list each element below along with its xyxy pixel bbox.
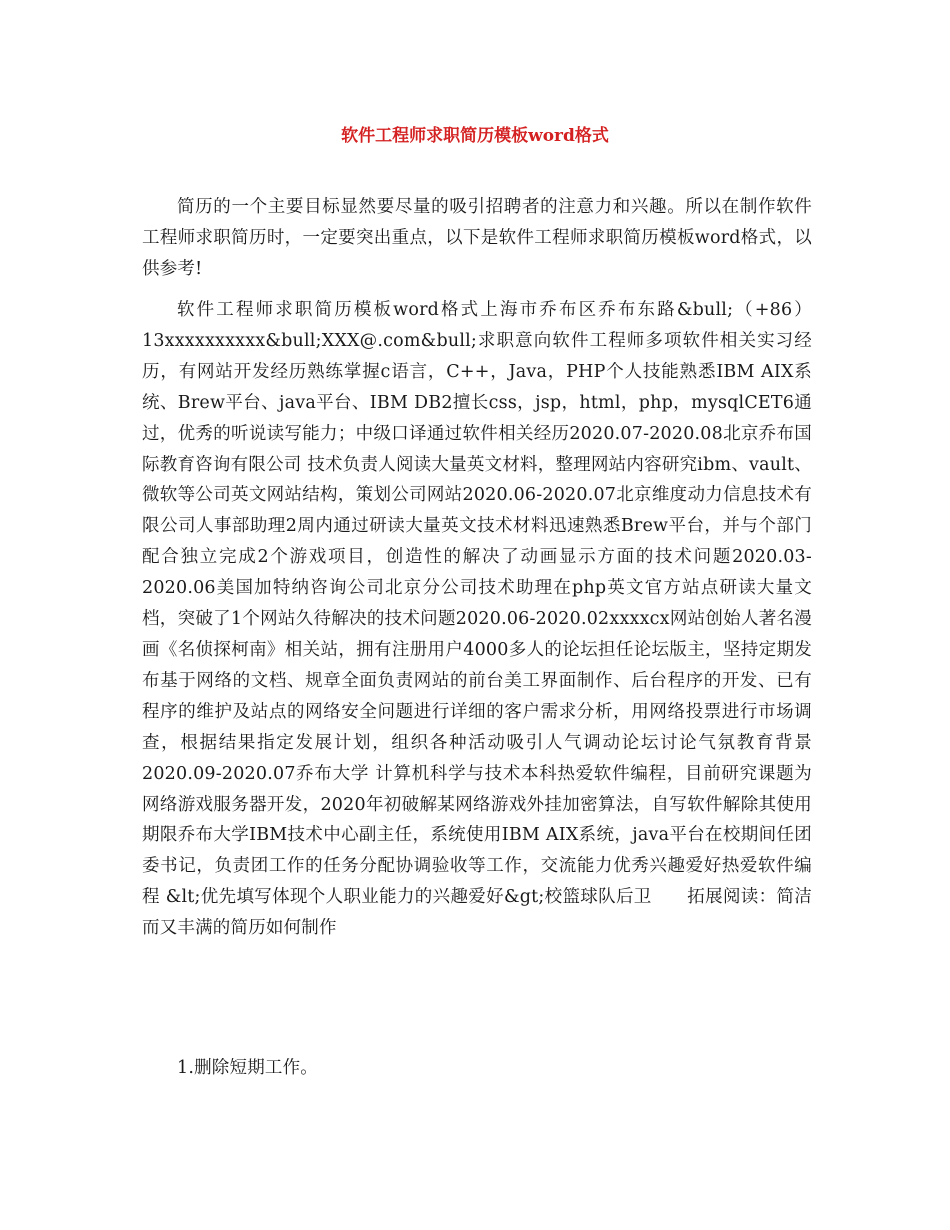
tip-paragraph: 1.删除短期工作。 <box>177 1058 318 1078</box>
document-title: 软件工程师求职简历模板word格式 <box>341 126 609 146</box>
resume-body-paragraph: 软件工程师求职简历模板word格式上海市乔布区乔布东路&bull;（+86）13xxxxxxxxxx&bull;XXX@.com&bull;求职意向软件工程师多项软件相关实习经历，有网站开发经历熟练掌握c语言，C++，Java，PHP个人技能熟悉IBM AIX系统、Brew平台、java平台、IBM DB2擅长css，jsp，html，php，mysqlCET6通过，优秀的听说读写能力；中级口译通过软件相关经历2020.07-2020.08北京乔布国际教育咨询有限公司 技术负责人阅读大量英文材料，整理网站内容研究ibm、vault、微软等公司英文网站结构，策划公司网站2020.06-2020.07北京维度动力信息技术有限公司人事部助理2周内通过研读大量英文技术材料迅速熟悉Brew平台，并与个部门配合独立完成2个游戏项目，创造性的解决了动画显示方面的技术问题2020.03-2020.06美国加特纳咨询公司北京分公司技术助理在php英文官方站点研读大量文档，突破了1个网站久待解决的技术问题2020.06-2020.02xxxxcx网站创始人著名漫画《名侦探柯南》相关站，拥有注册用户4000多人的论坛担任论坛版主，坚持定期发布基于网络的文档、规章全面负责网站的前台美工界面制作、后台程序的开发、已有程序的维护及站点的网络安全问题进行详细的客户需求分析，用网络投票进行市场调查，根据结果指定发展计划，组织各种活动吸引人气调动论坛讨论气氛教育背景2020.09-2020.07乔布大学 计算机科学与技术本科热爱软件编程，目前研究课题为网络游戏服务器开发，2020年初破解某网络游戏外挂加密算法，自写软件解除其使用期限乔布大学IBM技术中心副主任，系统使用IBM AIX系统，java平台在校期间任团委书记，负责团工作的任务分配协调验收等工作，交流能力优秀兴趣爱好热爱软件编程 &lt;优先填写体现个人职业能力的兴趣爱好&gt;校篮球队后卫 拓展阅读：简洁而又丰满的简历如何制作 <box>142 300 812 939</box>
intro-paragraph: 简历的一个主要目标显然要尽量的吸引招聘者的注意力和兴趣。所以在制作软件工程师求职简历时，一定要突出重点，以下是软件工程师求职简历模板word格式，以供参考! <box>142 197 812 279</box>
